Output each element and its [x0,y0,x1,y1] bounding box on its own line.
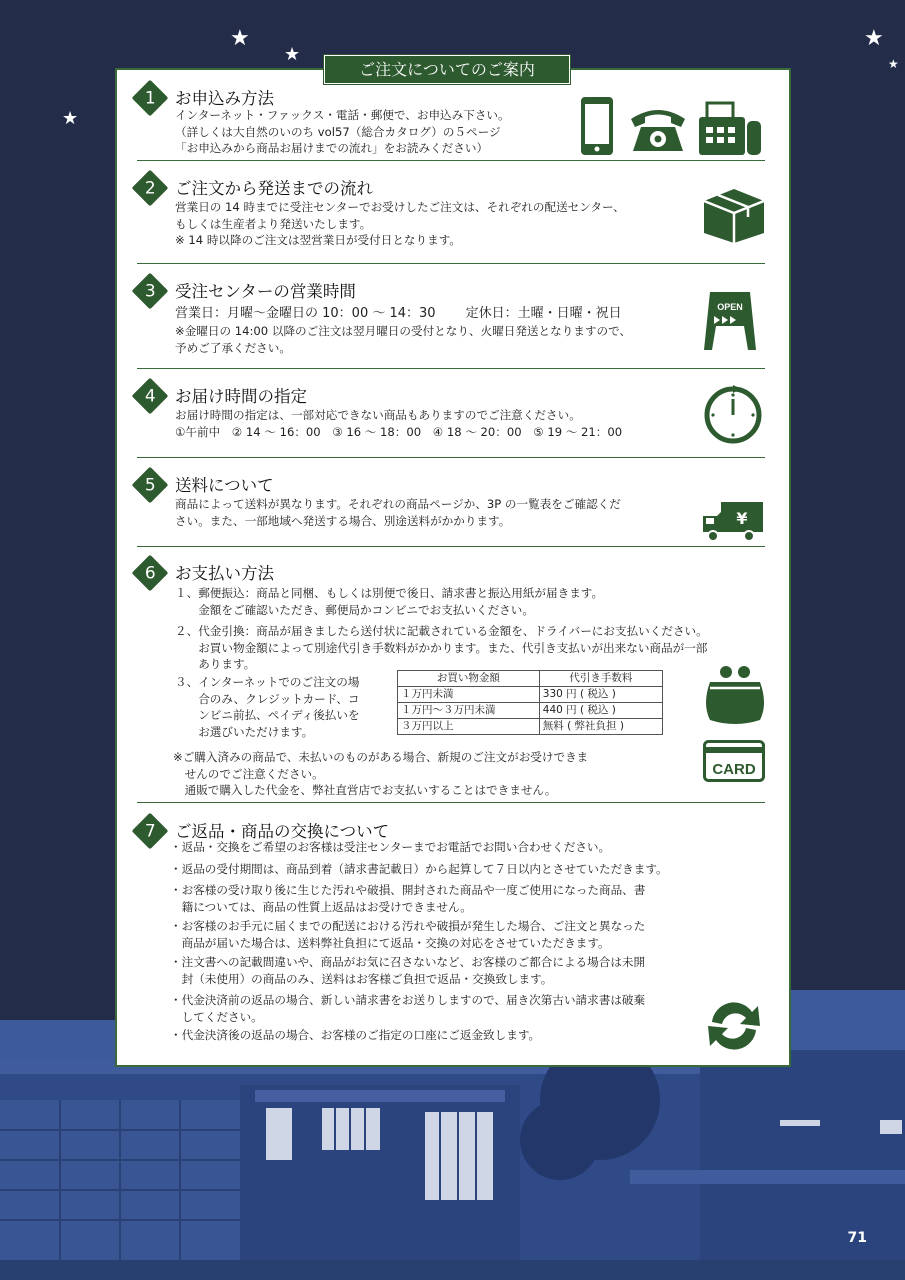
section-number-badge: 3 [132,273,169,310]
open-sign-icon [702,290,758,352]
telephone-icon [627,103,689,155]
star-decoration: ★ [888,57,899,71]
section-number-badge: 4 [132,378,169,415]
clock-icon [701,381,765,445]
section-title: お申込み方法 [175,89,274,108]
return-bullet: ・代金決済前の返品の場合、新しい請求書をお送りしますので、届き次第古い請求書は破棄 してください。 [170,993,646,1024]
section-number-badge: 5 [132,467,169,504]
section-body: お届け時間の指定は、一部対応できない商品もありますのでご注意ください。 ①午前中 ② 14 〜 16：00 ③ 16 〜 18：00 ④ 18 〜 20：00 ⑤ 19 〜 21：00 [175,408,623,439]
payment-notes: ※ご購入済みの商品で、未払いのものがある場合、新規のご注文がお受けできま せんのでご注意ください。 通販で購入した代金を、弊社直営店でお支払いすることはできません。 [173,750,589,798]
package-icon [702,187,766,245]
delivery-truck-icon [701,500,765,544]
section-delivery-time [137,383,765,458]
star-decoration: ★ [230,26,250,51]
svg-text:OPEN: OPEN [717,302,743,312]
section-body: 営業日：月曜〜金曜日の 10：00 〜 14：30 定休日：土曜・日曜・祝日 ※金曜日の 14:00 以降のご注文は翌月曜日の受付となり、火曜日発送となりますので、 予めご了承ください。 [175,306,632,355]
section-title: ご注文から発送までの流れ [175,179,373,198]
section-business-hours [137,278,765,369]
section-number-badge: 2 [132,170,169,207]
section-body: 商品によって送料が異なります。それぞれの商品ページか、3P の一覧表をご確認くだ さい。また、一部地域へ発送する場合、別途送料がかかります。 [175,497,621,528]
table-row: １万円〜３万円未満 440 円 ( 税込 ) [398,703,663,719]
svg-text:CARD: CARD [712,761,756,778]
table-row: １万円未満 330 円 ( 税込 ) [398,687,663,703]
table-header: 代引き手数料 [539,671,662,687]
payment-item-cod: ２、代金引換：商品が届きましたら送付状に記載されている金額を、ドライバーにお支払いください。 お買い物金額によって別途代引き手数料がかかります。また、代引き支払いが出来ない商品が一部 あります。 [175,624,708,672]
business-hours: 営業日：月曜〜金曜日の 10：00 〜 14：30 [175,306,436,321]
star-decoration: ★ [62,108,79,129]
star-decoration: ★ [284,44,301,65]
section-title: お届け時間の指定 [175,387,307,406]
credit-card-icon [703,740,765,782]
section-body: インターネット・ファックス・電話・郵便で、お申込み下さい。 （詳しくは大自然のいのち vol57（総合カタログ）の５ページ 「お申込みから商品お届けまでの流れ」をお読みください） [175,108,510,156]
section-shipping-fee [137,472,765,547]
return-bullet: ・返品・交換をご希望のお客様は受注センターまでお電話でお問い合わせください。 [170,840,611,854]
return-bullet: ・返品の受付期間は、商品到着（請求書記載日）から起算して７日以内とさせていただきます。 [170,862,668,876]
section-order-to-shipping [137,175,765,264]
payment-item-online: ３、インターネットでのご注文の場 合のみ、クレジットカード、コ ンビニ前払、ペイディ後払いを お選びいただけます。 [175,675,360,739]
section-title: ご返品・商品の交換について [175,822,390,841]
closed-days: 定休日：土曜・日曜・祝日 [465,306,622,321]
coin-purse-icon [702,664,768,726]
panel-title: ご注文についてのご案内 [324,55,570,84]
table-header: お買い物金額 [398,671,540,687]
section-title: 受注センターの営業時間 [175,282,356,301]
svg-text:¥: ¥ [736,509,748,528]
section-title: 送料について [175,476,274,495]
section-body: 営業日の 14 時までに受注センターでお受けしたご注文は、それぞれの配送センター、 もしくは生産者より発送いたします。 ※ 14 時以降のご注文は翌営業日が受付日となります。 [175,200,625,248]
section-number-badge: 1 [132,80,169,117]
page-number: 71 [847,1230,867,1246]
section-number-badge: 7 [132,813,169,850]
table-row: ３万円以上 無料 ( 弊社負担 ) [398,719,663,735]
return-bullet: ・注文書への記載間違いや、商品がお気に召さないなど、お客様のご都合による場合は未開 封（未使用）の商品のみ、送料はお客様ご負担で返品・交換致します。 [170,955,646,986]
smartphone-icon [579,95,615,157]
return-bullet: ・代金決済後の返品の場合、お客様のご指定の口座にご返金致します。 [170,1028,541,1042]
exchange-arrows-icon [702,996,766,1056]
section-title: お支払い方法 [175,564,274,583]
section-order-method [137,85,765,161]
star-decoration: ★ [864,26,884,51]
fax-icon [697,101,763,157]
cod-fee-table [397,670,663,735]
section-number-badge: 6 [132,555,169,592]
payment-item-postal: １、郵便振込：商品と同梱、もしくは別便で後日、請求書と振込用紙が届きます。 金額をご確認いただき、郵便局かコンビニでお支払いください。 [175,586,604,617]
return-bullet: ・お客様の受け取り後に生じた汚れや破損、開封された商品や一度ご使用になった商品、書 籍については、商品の性質上返品はお受けできません。 [170,883,646,914]
return-bullet: ・お客様のお手元に届くまでの配送における汚れや破損が発生した場合、ご注文と異なった 商品が届いた場合は、送料弊社負担にて返品・交換の対応をさせていただきます。 [170,919,646,950]
